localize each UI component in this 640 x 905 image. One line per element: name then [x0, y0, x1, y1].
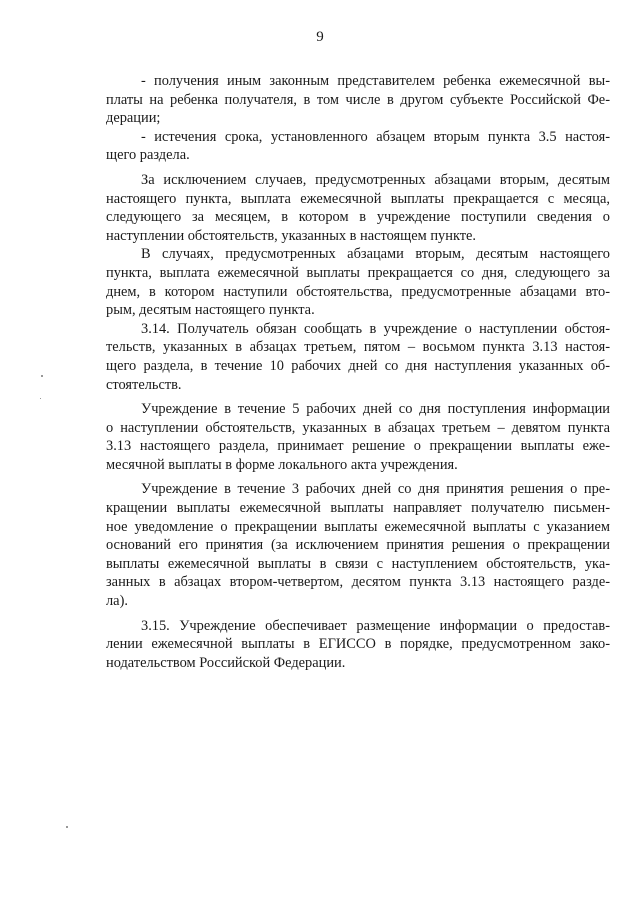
text-line: рым, десятым настоящего пункта. — [106, 302, 315, 319]
text-line: 3.13 настоящего раздела, принимает решение о прекращении выплаты еже- — [106, 438, 610, 455]
paragraph — [106, 72, 610, 128]
text-line: тельств, указанных в абзацах третьем, пятом – восьмом пункта 3.13 настоя- — [106, 339, 610, 356]
paragraph — [106, 617, 610, 673]
text-line: днем, в котором наступили обстоятельства, предусмотренные абзацами вто- — [106, 283, 610, 300]
text-line: Учреждение в течение 5 рабочих дней со дня поступления информации — [141, 401, 610, 418]
paragraph — [106, 245, 610, 319]
text-line: настоящего пункта, выплата ежемесячной выплаты прекращается с месяца, — [106, 190, 610, 207]
text-line: - получения иным законным представителем ребенка ежемесячной вы- — [141, 73, 610, 89]
text-line: 3.14. Получатель обязан сообщать в учреждение о наступлении обстоя- — [141, 320, 610, 337]
text-line: дерации; — [106, 110, 161, 127]
text-line: оснований его принятия (за исключением принятия решения о прекращении — [106, 537, 610, 554]
paragraph — [106, 171, 610, 245]
page-number: 9 — [316, 29, 324, 45]
text-line: стоятельств. — [106, 376, 182, 393]
text-line: выплаты ежемесячной выплаты в связи с наступлением обстоятельств, ука- — [106, 555, 610, 572]
text-line: пункта, выплата ежемесячной выплаты прекращается со дня, следующего за — [106, 264, 610, 281]
paragraph — [106, 320, 610, 394]
text-line: В случаях, предусмотренных абзацами вторым, десятым настоящего — [141, 246, 610, 263]
paragraph — [106, 128, 610, 165]
text-line: ла). — [106, 593, 128, 610]
text-line: Учреждение в течение 3 рабочих дней со дня принятия решения о пре- — [141, 481, 610, 498]
text-line: - истечения срока, установленного абзацем вторым пункта 3.5 настоя- — [141, 128, 610, 145]
text-line: занных в абзацах втором-четвертом, десятом пункта 3.13 настоящего разде- — [106, 574, 610, 591]
text-line: нодательством Российской Федерации. — [106, 654, 346, 671]
text-line: ное уведомление о прекращении выплаты ежемесячной выплаты с указанием — [106, 518, 610, 535]
text-line: щего раздела. — [106, 147, 190, 164]
text-line: наступлении обстоятельств, указанных в настоящем пункте. — [106, 227, 477, 244]
text-line: За исключением случаев, предусмотренных абзацами вторым, десятым — [141, 171, 610, 188]
text-line: щего раздела, в течение 10 рабочих дней со дня наступления указанных об- — [106, 357, 610, 374]
scan-speck — [41, 375, 43, 377]
paragraph — [106, 400, 610, 474]
text-line: кращении выплаты ежемесячной выплаты направляет получателю письмен- — [106, 500, 610, 517]
scan-speck — [40, 398, 41, 399]
text-line: платы на ребенка получателя, в том числе в другом субъекте Российской Фе- — [106, 91, 610, 108]
text-line: 3.15. Учреждение обеспечивает размещение информации о предостав- — [141, 617, 610, 634]
text-line: лении ежемесячной выплаты в ЕГИССО в порядке, предусмотренном зако- — [106, 636, 610, 653]
scan-speck — [66, 826, 68, 828]
text-line: о наступлении обстоятельств, указанных в абзацах третьем – девятом пункта — [106, 419, 610, 436]
paragraph — [106, 480, 610, 610]
text-line: следующего за месяцем, в котором в учреждение поступили сведения о — [106, 209, 610, 226]
document-body — [106, 72, 610, 672]
text-line: месячной выплаты в форме локального акта учреждения. — [106, 456, 458, 473]
